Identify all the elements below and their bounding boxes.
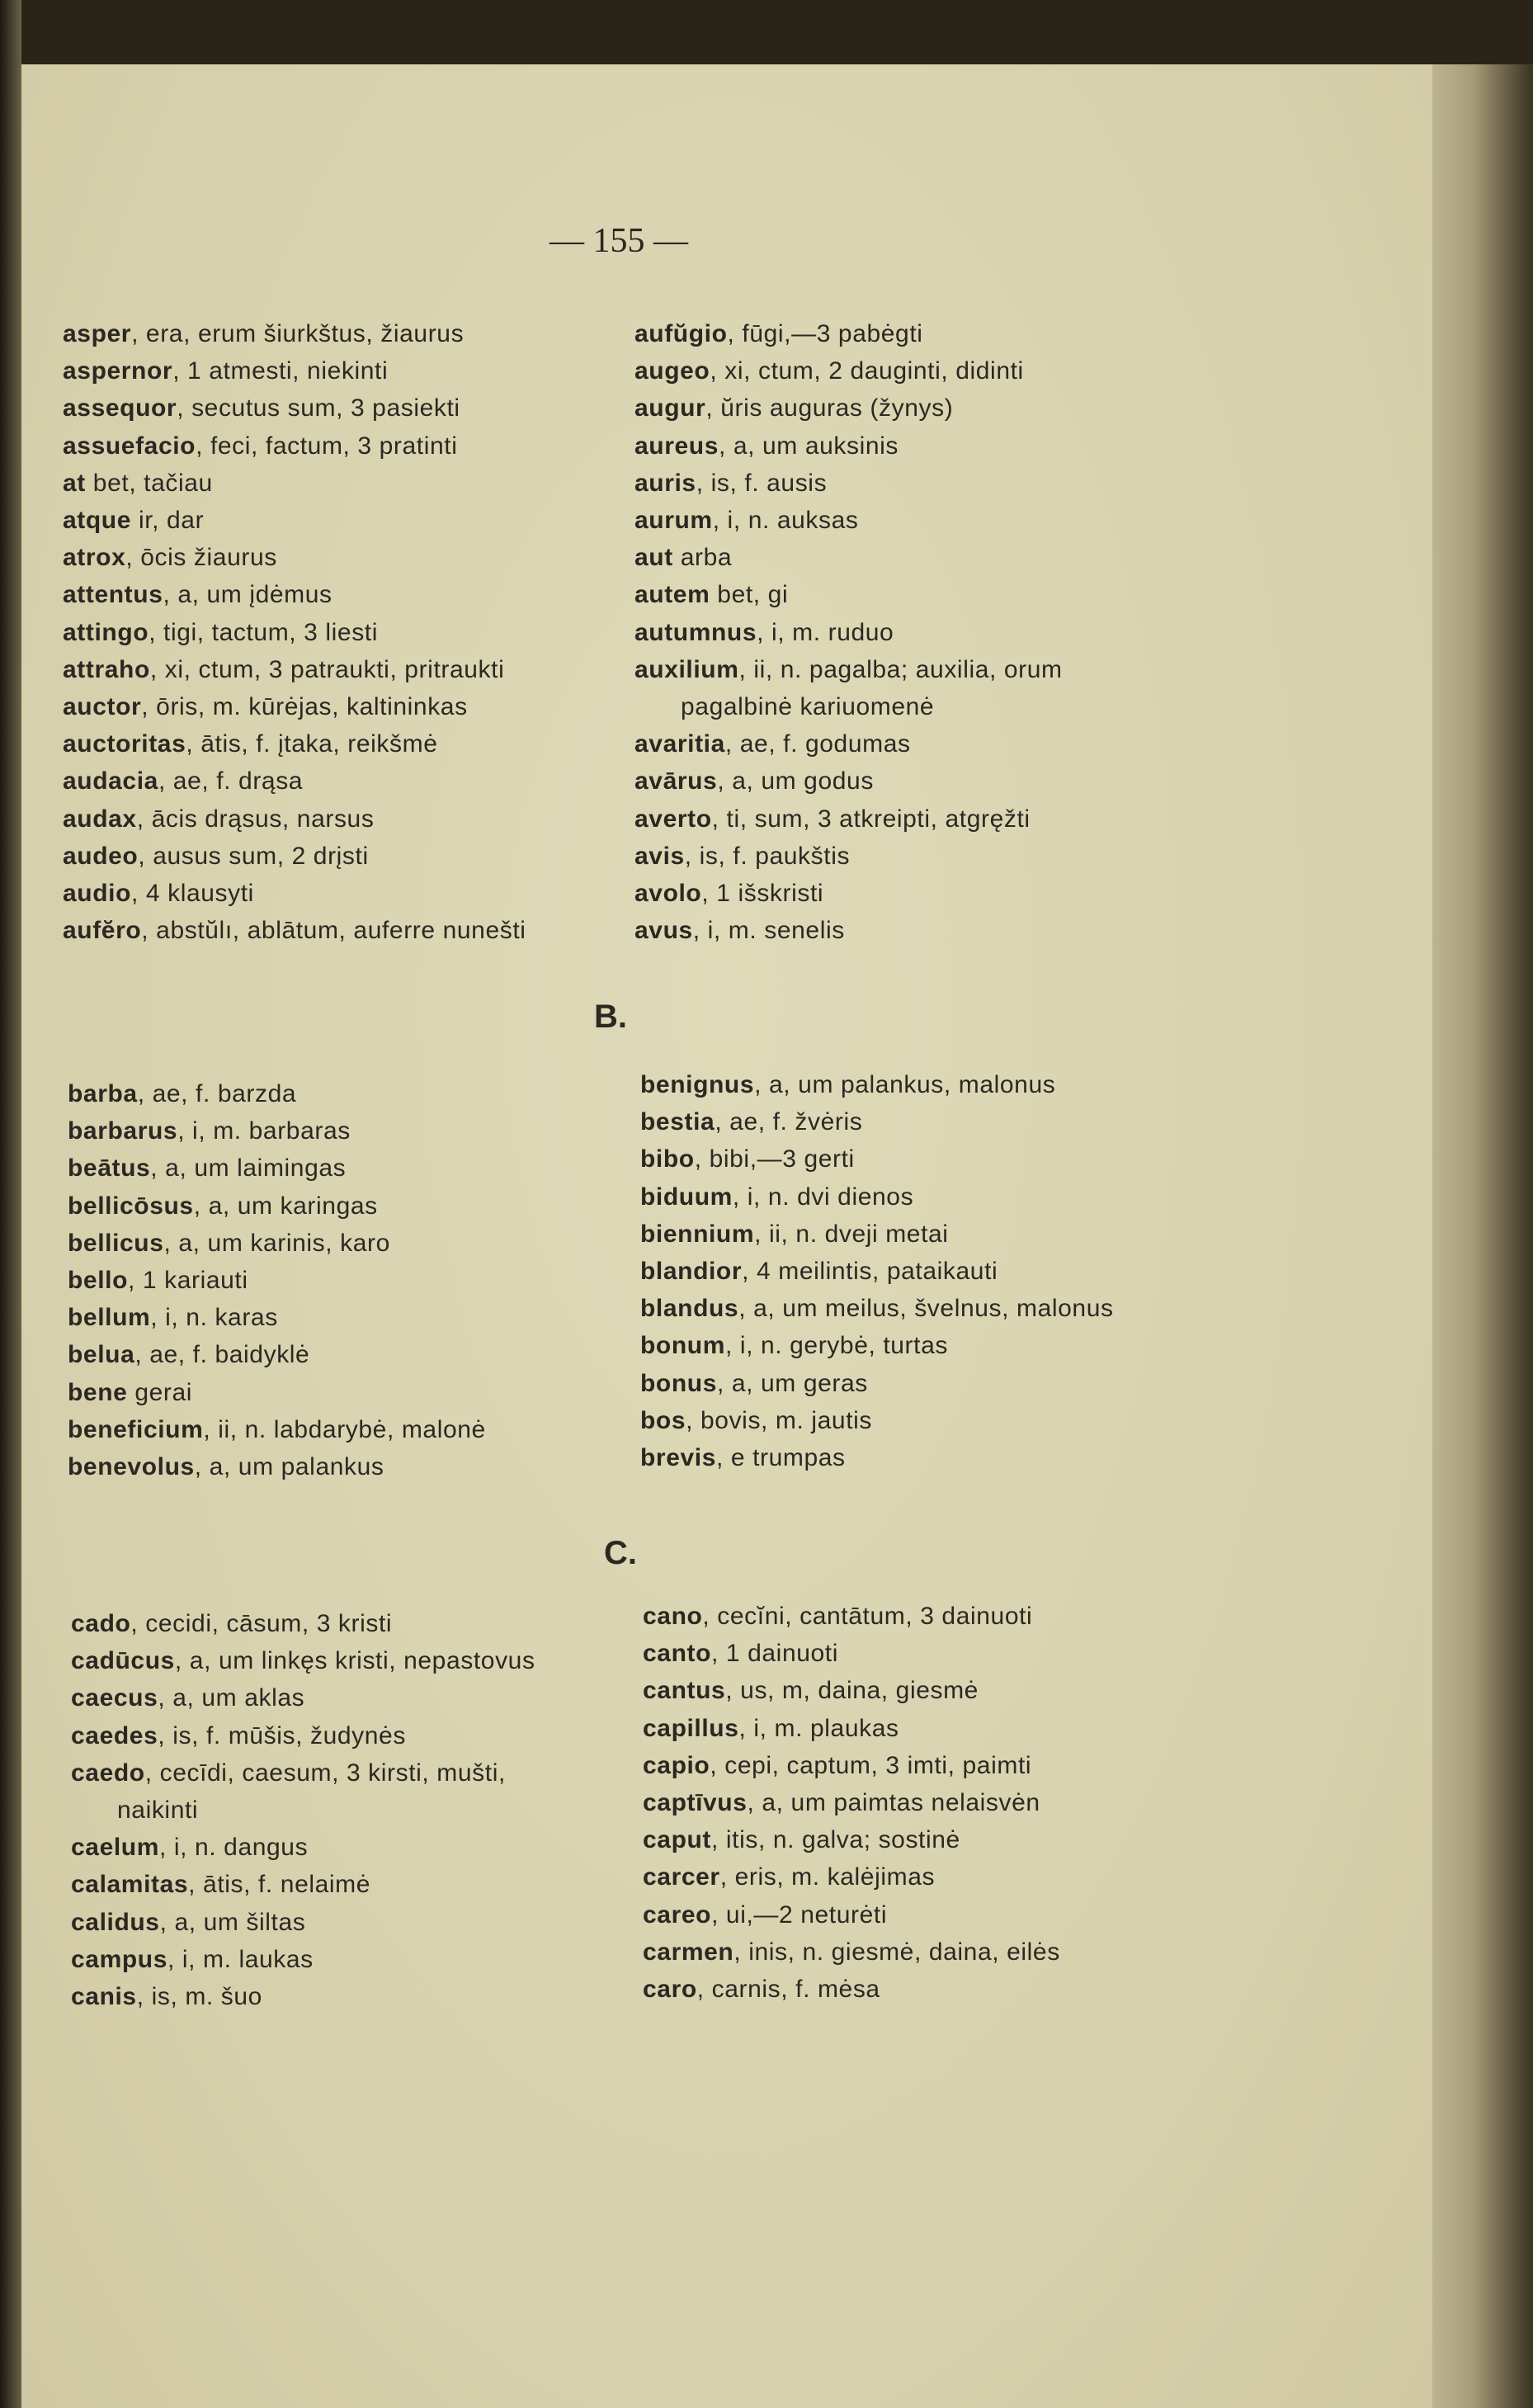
entry-headword: beātus — [68, 1154, 151, 1183]
entry-headword: caecus — [71, 1684, 158, 1712]
dictionary-entry — [640, 1402, 1114, 1439]
entry-headword: calidus — [71, 1908, 160, 1936]
dictionary-entry — [640, 1253, 1114, 1290]
dictionary-entry — [68, 1187, 486, 1225]
entry-definition: , a, um laimingas — [150, 1154, 347, 1183]
entry-headword: biduum — [640, 1183, 733, 1211]
dictionary-entry — [643, 1933, 1060, 1971]
entry-headword: at — [63, 469, 86, 497]
entry-definition: , 1 išskristi — [701, 880, 824, 908]
entry-headword: bene — [68, 1378, 128, 1406]
entry-definition: , a, um karingas — [193, 1192, 378, 1220]
entry-headword: attraho — [63, 655, 150, 683]
dictionary-entry — [71, 1904, 535, 1941]
entry-definition: , i, m. senelis — [692, 917, 845, 945]
entry-headword: auctoritas — [63, 730, 186, 758]
entry-definition: , ausus sum, 2 drįsti — [138, 842, 369, 870]
dictionary-entry — [63, 502, 526, 539]
dictionary-entry — [63, 725, 526, 763]
entry-continuation: pagalbinė kariuomenė — [681, 693, 935, 721]
entry-definition: , i, m. laukas — [167, 1945, 314, 1973]
entry-headword: assequor — [63, 394, 177, 423]
entry-definition: , a, um meilus, švelnus, malonus — [738, 1295, 1114, 1323]
dictionary-entry — [643, 1672, 1060, 1709]
entry-definition: , ōris, m. kūrėjas, kaltininkas — [141, 693, 468, 721]
entry-definition: , era, erum šiurkštus, žiaurus — [131, 320, 465, 347]
entry-definition: bet, tačiau — [85, 469, 213, 497]
entry-headword: bonus — [640, 1369, 717, 1397]
entry-definition: , ii, n. labdarybė, malonė — [203, 1415, 486, 1443]
entry-definition: , e trumpas — [716, 1444, 846, 1472]
entry-definition: , a, um palankus, malonus — [754, 1071, 1056, 1098]
entry-headword: auctor — [63, 693, 142, 721]
entry-headword: caedo — [71, 1759, 145, 1787]
dictionary-entry — [640, 1327, 1114, 1364]
dictionary-entry — [643, 1598, 1060, 1635]
section-a-right-column — [634, 315, 1063, 949]
entry-headword: assuefacio — [63, 432, 196, 460]
dictionary-entry — [63, 912, 526, 949]
entry-headword: augeo — [634, 357, 710, 385]
entry-headword: brevis — [640, 1444, 716, 1472]
entry-headword: aut — [634, 544, 673, 572]
entry-headword: aureus — [634, 432, 719, 460]
entry-headword: atrox — [63, 544, 126, 572]
entry-headword: bos — [640, 1406, 686, 1434]
dictionary-entry — [634, 651, 1063, 688]
entry-headword: careo — [643, 1900, 712, 1929]
entry-definition: , a, um godus — [717, 767, 874, 796]
dictionary-entry — [63, 539, 526, 576]
entry-headword: audax — [63, 805, 137, 833]
entry-headword: biennium — [640, 1220, 755, 1248]
dictionary-entry — [68, 1112, 486, 1150]
entry-definition: , secutus sum, 3 pasiekti — [177, 394, 460, 423]
dictionary-entry — [63, 390, 526, 427]
entry-definition: , ācis drąsus, narsus — [136, 805, 375, 833]
entry-headword: bellicōsus — [68, 1192, 194, 1220]
dictionary-entry — [634, 800, 1063, 838]
entry-definition: , 1 dainuoti — [711, 1640, 838, 1668]
dictionary-entry — [63, 465, 526, 502]
entry-definition: , cecīdi, caesum, 3 kirsti, mušti, — [144, 1759, 506, 1787]
entry-headword: auxilium — [634, 655, 739, 683]
entry-headword: autumnus — [634, 618, 757, 646]
entry-definition: , ŭris auguras (žynys) — [705, 394, 954, 423]
entry-definition: arba — [672, 544, 733, 572]
entry-definition: , carnis, f. mėsa — [696, 1976, 880, 2004]
entry-definition: , ii, n. pagalba; auxilia, orum — [738, 655, 1063, 683]
dictionary-entry — [63, 576, 526, 613]
entry-definition: , a, um palankus — [194, 1453, 384, 1481]
book-spine-shadow — [0, 0, 21, 2408]
entry-definition: , inis, n. giesmė, daina, eilės — [733, 1938, 1060, 1966]
entry-headword: bibo — [640, 1145, 695, 1173]
entry-headword: aspernor — [63, 357, 173, 385]
entry-definition: , a, um auksinis — [718, 432, 899, 460]
entry-definition: , a, um aklas — [158, 1684, 305, 1712]
entry-headword: cado — [71, 1610, 131, 1637]
dictionary-entry — [63, 427, 526, 465]
dictionary-entry — [643, 1784, 1060, 1821]
dictionary-entry — [634, 465, 1063, 502]
dictionary-entry — [71, 1717, 535, 1754]
entry-definition: , tigi, tactum, 3 liesti — [149, 618, 379, 646]
dictionary-entry — [640, 1066, 1114, 1103]
entry-headword: benignus — [640, 1071, 755, 1098]
entry-definition: , i, n. dangus — [159, 1834, 309, 1862]
entry-definition: , us, m, daina, giesmė — [725, 1677, 979, 1705]
entry-headword: captīvus — [643, 1789, 748, 1817]
entry-headword: cadūcus — [71, 1647, 175, 1675]
entry-definition: , a, um paimtas nelaisvėn — [747, 1789, 1040, 1817]
entry-continuation: naikinti — [117, 1797, 199, 1825]
entry-headword: bonum — [640, 1332, 725, 1360]
entry-definition: , 1 atmesti, niekinti — [172, 357, 389, 385]
dictionary-entry — [63, 352, 526, 390]
entry-headword: barbarus — [68, 1117, 178, 1145]
dictionary-entry — [68, 1374, 486, 1411]
dictionary-entry — [643, 1710, 1060, 1747]
dictionary-entry — [63, 688, 526, 725]
dictionary-entry — [68, 1336, 486, 1373]
entry-headword: capillus — [643, 1714, 739, 1742]
entry-definition: , abstŭlı, ablātum, auferre nunešti — [141, 917, 526, 945]
entry-headword: autem — [634, 581, 710, 609]
dictionary-entry — [71, 1978, 535, 2015]
entry-definition: , bovis, m. jautis — [686, 1406, 873, 1434]
entry-headword: attentus — [63, 581, 163, 609]
entry-headword: bestia — [640, 1108, 715, 1136]
dictionary-entry — [71, 1754, 535, 1792]
dictionary-entry — [634, 838, 1063, 875]
entry-definition: , 1 kariauti — [128, 1267, 248, 1295]
entry-definition: , 4 klausyti — [131, 880, 254, 908]
section-heading-c: C. — [604, 1535, 637, 1571]
entry-headword: atque — [63, 507, 132, 535]
entry-definition: , ae, f. baidyklė — [134, 1341, 310, 1369]
dictionary-entry — [71, 1866, 535, 1903]
entry-definition: , is, f. ausis — [696, 469, 828, 497]
entry-definition: , is, m. šuo — [136, 1983, 262, 2011]
dictionary-entry — [634, 390, 1063, 427]
entry-definition: , is, f. paukštis — [684, 842, 851, 870]
dictionary-entry — [63, 800, 526, 838]
entry-definition: , i, n. karas — [150, 1304, 278, 1332]
dictionary-entry — [68, 1075, 486, 1112]
entry-definition: ir, dar — [131, 507, 205, 535]
entry-definition: , is, f. mūšis, žudynės — [158, 1721, 406, 1749]
section-a-left-column — [63, 315, 526, 949]
entry-definition: , a, um geras — [717, 1369, 868, 1397]
dictionary-entry — [640, 1290, 1114, 1327]
dictionary-entry — [643, 1635, 1060, 1672]
dictionary-entry — [71, 1605, 535, 1642]
entry-headword: campus — [71, 1945, 167, 1973]
entry-definition: , feci, factum, 3 pratinti — [196, 432, 458, 460]
dictionary-entry — [71, 1642, 535, 1679]
dictionary-entry — [640, 1103, 1114, 1140]
dictionary-entry — [640, 1216, 1114, 1253]
page-number: — 155 — — [550, 222, 688, 260]
section-b-right-column — [640, 1066, 1114, 1476]
entry-headword: averto — [634, 805, 712, 833]
entry-headword: asper — [63, 320, 132, 347]
entry-headword: beneficium — [68, 1415, 204, 1443]
entry-headword: audio — [63, 880, 131, 908]
entry-definition: , i, m. plaukas — [738, 1714, 899, 1742]
dictionary-entry — [71, 1679, 535, 1716]
entry-headword: belua — [68, 1341, 135, 1369]
dictionary-entry — [68, 1411, 486, 1448]
dictionary-entry — [640, 1439, 1114, 1476]
entry-definition: , cepi, captum, 3 imti, paimti — [710, 1751, 1032, 1779]
entry-definition: , i, m. barbaras — [177, 1117, 351, 1145]
dictionary-entry — [634, 614, 1063, 651]
dictionary-entry — [68, 1262, 486, 1299]
entry-headword: bellicus — [68, 1229, 164, 1257]
dictionary-entry — [71, 1941, 535, 1978]
dictionary-entry — [634, 539, 1063, 576]
dictionary-entry — [68, 1150, 486, 1187]
entry-definition: , bibi,—3 gerti — [694, 1145, 855, 1173]
entry-headword: bello — [68, 1267, 129, 1295]
section-b-left-column — [68, 1075, 486, 1485]
section-c-left-column — [71, 1605, 535, 2015]
entry-definition: , a, um šiltas — [159, 1908, 306, 1936]
entry-headword: aufŭgio — [634, 320, 728, 347]
entry-definition: , a, um karinis, karo — [163, 1229, 390, 1257]
entry-headword: barba — [68, 1080, 138, 1107]
entry-headword: augur — [634, 394, 706, 423]
entry-definition: , eris, m. kalėjimas — [719, 1863, 936, 1891]
entry-headword: avaritia — [634, 730, 725, 758]
entry-definition: , cecĭni, cantātum, 3 dainuoti — [702, 1603, 1033, 1630]
entry-headword: blandus — [640, 1295, 739, 1323]
entry-definition: , a, um linkęs kristi, nepastovus — [174, 1647, 535, 1675]
entry-definition: , xi, ctum, 3 patraukti, pritraukti — [149, 655, 505, 683]
dictionary-entry — [634, 427, 1063, 465]
dictionary-entry — [634, 763, 1063, 800]
entry-definition: , a, um įdėmus — [163, 581, 333, 609]
entry-definition: , i, n. dvi dienos — [732, 1183, 914, 1211]
entry-definition: , ae, f. žvėris — [715, 1108, 863, 1136]
entry-headword: carcer — [643, 1863, 720, 1891]
dictionary-entry — [634, 352, 1063, 390]
entry-headword: avus — [634, 917, 693, 945]
entry-definition: , ii, n. dveji metai — [754, 1220, 949, 1248]
entry-definition: , ae, f. drąsa — [158, 767, 304, 796]
entry-definition: , ōcis žiaurus — [125, 544, 277, 572]
page-edge — [1432, 64, 1533, 2408]
entry-headword: auris — [634, 469, 696, 497]
entry-headword: bellum — [68, 1304, 151, 1332]
entry-headword: cantus — [643, 1677, 726, 1705]
entry-definition: , i, m. ruduo — [757, 618, 894, 646]
entry-headword: avārus — [634, 767, 718, 796]
entry-definition: , ui,—2 neturėti — [711, 1900, 888, 1929]
dictionary-entry — [634, 502, 1063, 539]
dictionary-entry — [68, 1225, 486, 1262]
entry-definition: , ae, f. barzda — [137, 1080, 297, 1107]
entry-definition: bet, gi — [710, 581, 789, 609]
dictionary-entry — [63, 875, 526, 912]
entry-definition: gerai — [127, 1378, 193, 1406]
dictionary-entry — [643, 1858, 1060, 1896]
entry-headword: aurum — [634, 507, 713, 535]
entry-definition: , 4 meilintis, pataikauti — [742, 1258, 998, 1286]
entry-headword: canis — [71, 1983, 137, 2011]
entry-headword: cano — [643, 1603, 703, 1630]
dictionary-entry — [634, 576, 1063, 613]
entry-definition: , cecidi, cāsum, 3 kristi — [130, 1610, 393, 1637]
section-heading-b: B. — [594, 999, 627, 1035]
entry-headword: capio — [643, 1751, 710, 1779]
entry-definition: , itis, n. galva; sostinė — [711, 1826, 960, 1854]
dictionary-entry — [63, 315, 526, 352]
entry-definition: , i, n. gerybė, turtas — [724, 1332, 948, 1360]
entry-headword: avolo — [634, 880, 702, 908]
entry-headword: attingo — [63, 618, 149, 646]
entry-headword: caedes — [71, 1721, 158, 1749]
dictionary-entry — [643, 1821, 1060, 1858]
entry-headword: aufĕro — [63, 917, 142, 945]
entry-headword: calamitas — [71, 1871, 189, 1899]
dictionary-entry — [640, 1140, 1114, 1178]
dictionary-entry — [63, 614, 526, 651]
entry-definition: , ātis, f. nelaimė — [188, 1871, 371, 1899]
entry-definition: , fūgi,—3 pabėgti — [727, 320, 923, 347]
dictionary-entry — [634, 875, 1063, 912]
dictionary-entry — [68, 1448, 486, 1485]
dictionary-entry — [63, 838, 526, 875]
entry-definition: , ti, sum, 3 atkreipti, atgręžti — [711, 805, 1031, 833]
dictionary-entry — [63, 651, 526, 688]
entry-definition: , xi, ctum, 2 dauginti, didinti — [710, 357, 1024, 385]
dictionary-entry — [643, 1896, 1060, 1933]
dictionary-entry — [643, 1747, 1060, 1784]
entry-headword: caput — [643, 1826, 712, 1854]
dictionary-entry — [634, 725, 1063, 763]
dictionary-entry — [643, 1971, 1060, 2008]
entry-headword: audacia — [63, 767, 158, 796]
entry-headword: carmen — [643, 1938, 734, 1966]
entry-headword: caelum — [71, 1834, 159, 1862]
entry-headword: benevolus — [68, 1453, 195, 1481]
entry-headword: avis — [634, 842, 685, 870]
dictionary-entry — [634, 315, 1063, 352]
dictionary-entry — [640, 1365, 1114, 1402]
dictionary-entry — [71, 1829, 535, 1866]
dictionary-entry — [63, 763, 526, 800]
dictionary-entry — [634, 912, 1063, 949]
entry-definition: , i, n. auksas — [712, 507, 859, 535]
entry-headword: canto — [643, 1640, 712, 1668]
dictionary-entry — [640, 1178, 1114, 1216]
entry-headword: audeo — [63, 842, 139, 870]
entry-headword: caro — [643, 1976, 697, 2004]
entry-definition: , ātis, f. įtaka, reikšmė — [186, 730, 438, 758]
dictionary-entry — [68, 1299, 486, 1336]
entry-headword: blandior — [640, 1258, 743, 1286]
entry-definition: , ae, f. godumas — [724, 730, 911, 758]
section-c-right-column — [643, 1598, 1060, 2008]
